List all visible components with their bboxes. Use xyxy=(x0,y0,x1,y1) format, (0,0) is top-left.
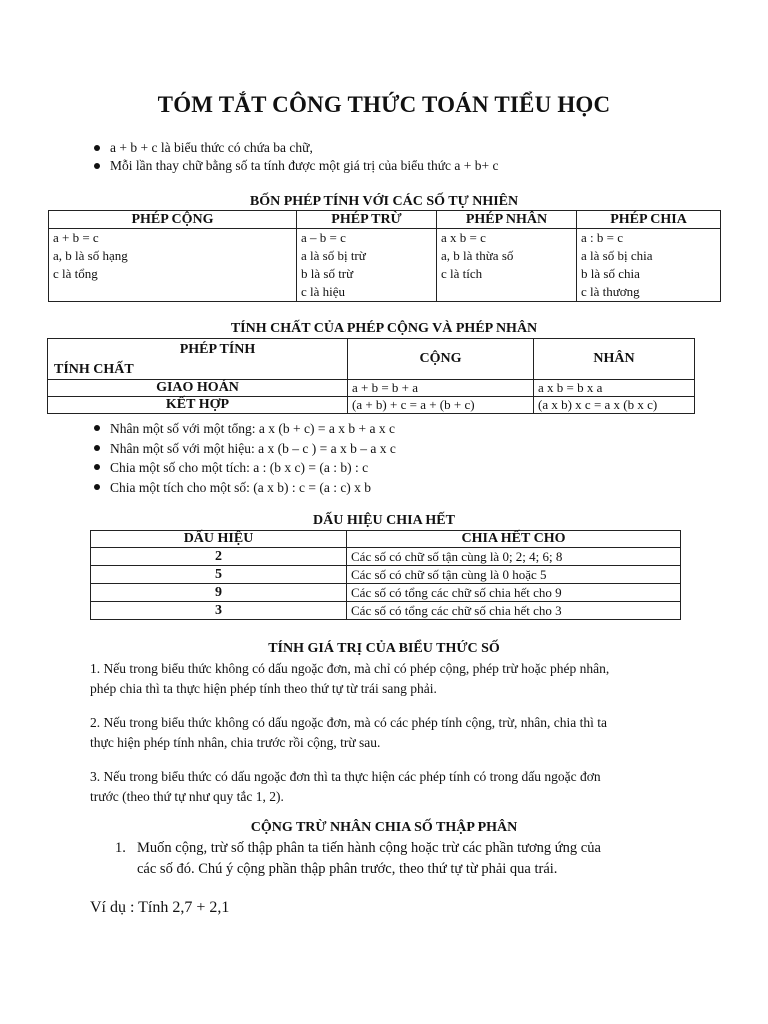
cell-line: a là số bị chia xyxy=(581,248,653,263)
intro-bullet-list xyxy=(92,139,498,175)
division-cell xyxy=(577,229,721,302)
cell-line: b là số trừ xyxy=(301,266,354,281)
properties-table xyxy=(47,338,695,414)
table-row xyxy=(48,380,695,397)
cell-line: a x b = c xyxy=(441,230,486,245)
table-row xyxy=(91,584,681,602)
column-header: DẤU HIỆU xyxy=(91,531,347,548)
paragraph-line: phép chia thì ta thực hiện phép tính theo thứ tự từ trái sang phải. xyxy=(90,681,437,696)
section-heading-properties: TÍNH CHẤT CỦA PHÉP CỘNG VÀ PHÉP NHÂN xyxy=(230,321,538,336)
cell-line: c là hiệu xyxy=(301,284,346,299)
list-item: Nhân một số với một tổng: a x (b + c) = a x b + a x c xyxy=(92,419,396,439)
page-title: TÓM TẮT CÔNG THỨC TOÁN TIỂU HỌC xyxy=(157,92,611,117)
cell-line: a : b = c xyxy=(581,230,623,245)
divisibility-rule: Các số có tổng các chữ số chia hết cho 3 xyxy=(347,602,681,620)
table-row xyxy=(48,397,695,414)
column-header: CỘNG xyxy=(348,339,534,380)
corner-header-cell xyxy=(48,339,348,380)
table-row xyxy=(91,602,681,620)
table-row xyxy=(91,548,681,566)
divisor-number: 9 xyxy=(91,584,347,602)
list-item: Nhân một số với một hiệu: a x (b – c ) = a x b – a x c xyxy=(92,439,396,459)
section-heading-expression-value: TÍNH GIÁ TRỊ CỦA BIỂU THỨC SỐ xyxy=(268,641,500,656)
column-header: PHÉP CHIA xyxy=(577,211,721,229)
rule-paragraph xyxy=(90,767,690,807)
cell-line: a, b là thừa số xyxy=(441,248,514,263)
divisibility-rule: Các số có chữ số tận cùng là 0 hoặc 5 xyxy=(347,566,681,584)
property-bullet-list xyxy=(92,419,396,497)
multiplication-formula: (a x b) x c = a x (b x c) xyxy=(534,397,695,414)
column-header: PHÉP NHÂN xyxy=(437,211,577,229)
paragraph-line: 2. Nếu trong biểu thức không có dấu ngoặc đơn, mà có các phép tính cộng, trừ, nhân, chia thì ta xyxy=(90,715,608,730)
section-heading-four-operations: BỐN PHÉP TÍNH VỚI CÁC SỐ TỰ NHIÊN xyxy=(249,194,519,209)
cell-line: b là số chia xyxy=(581,266,640,281)
paragraph-line: trước (theo thứ tự như quy tắc 1, 2). xyxy=(90,789,284,804)
column-header: CHIA HẾT CHO xyxy=(347,531,681,548)
rule-paragraph xyxy=(90,713,690,753)
paragraph-line: 1. Nếu trong biểu thức không có dấu ngoặc đơn, mà chỉ có phép cộng, phép trừ hoặc phép nhân, xyxy=(90,661,610,676)
column-header: PHÉP CỘNG xyxy=(49,211,297,229)
divisor-number: 5 xyxy=(91,566,347,584)
four-operations-table xyxy=(48,210,721,302)
section-heading-decimals: CỘNG TRỪ NHÂN CHIA SỐ THẬP PHÂN xyxy=(250,820,518,835)
column-header: NHÂN xyxy=(534,339,695,380)
section-heading-divisibility: DẤU HIỆU CHIA HẾT xyxy=(313,513,455,528)
cell-line: c là thương xyxy=(581,284,640,299)
list-item: Mỗi lần thay chữ bằng số ta tính được một giá trị của biểu thức a + b+ c xyxy=(92,157,498,175)
addition-cell xyxy=(49,229,297,302)
list-item: a + b + c là biểu thức có chứa ba chữ, xyxy=(92,139,498,157)
corner-header-bottom: TÍNH CHẤT xyxy=(54,362,134,377)
property-name: GIAO HOÁN xyxy=(48,380,348,397)
numbered-item xyxy=(115,838,695,880)
table-header-row xyxy=(48,339,695,380)
cell-line: a, b là số hạng xyxy=(53,248,128,263)
divisibility-rule: Các số có tổng các chữ số chia hết cho 9 xyxy=(347,584,681,602)
table-header-row xyxy=(49,211,721,229)
addition-formula: a + b = b + a xyxy=(348,380,534,397)
divisor-number: 3 xyxy=(91,602,347,620)
cell-line: c là tích xyxy=(441,266,483,281)
example-text: Ví dụ : Tính 2,7 + 2,1 xyxy=(90,899,230,916)
table-row xyxy=(49,229,721,302)
item-line: Muốn cộng, trừ số thập phân ta tiến hành cộng hoặc trừ các phần tương ứng của xyxy=(137,840,601,856)
cell-line: c là tổng xyxy=(53,266,98,281)
subtraction-cell xyxy=(297,229,437,302)
addition-formula: (a + b) + c = a + (b + c) xyxy=(348,397,534,414)
cell-line: a – b = c xyxy=(301,230,346,245)
corner-header-top: PHÉP TÍNH xyxy=(179,342,256,357)
paragraph-line: thực hiện phép tính nhân, chia trước rồi cộng, trừ sau. xyxy=(90,735,381,750)
table-header-row xyxy=(91,531,681,548)
divisibility-table xyxy=(90,530,681,620)
paragraph-line: 3. Nếu trong biểu thức có dấu ngoặc đơn thì ta thực hiện các phép tính có trong dấu ngoặc đơn xyxy=(90,769,601,784)
property-name: KẾT HỢP xyxy=(48,397,348,414)
list-item: Chia một số cho một tích: a : (b x c) = (a : b) : c xyxy=(92,458,396,478)
item-line: các số đó. Chú ý cộng phần thập phân trước, theo thứ tự từ phải qua trái. xyxy=(137,861,558,877)
divisor-number: 2 xyxy=(91,548,347,566)
item-number: 1. xyxy=(115,840,126,856)
cell-line: a là số bị trừ xyxy=(301,248,366,263)
multiplication-formula: a x b = b x a xyxy=(534,380,695,397)
table-row xyxy=(91,566,681,584)
divisibility-rule: Các số có chữ số tận cùng là 0; 2; 4; 6; 8 xyxy=(347,548,681,566)
column-header: PHÉP TRỪ xyxy=(297,211,437,229)
list-item: Chia một tích cho một số: (a x b) : c = (a : c) x b xyxy=(92,478,396,498)
multiplication-cell xyxy=(437,229,577,302)
rule-paragraph xyxy=(90,659,690,699)
cell-line: a + b = c xyxy=(53,230,99,245)
